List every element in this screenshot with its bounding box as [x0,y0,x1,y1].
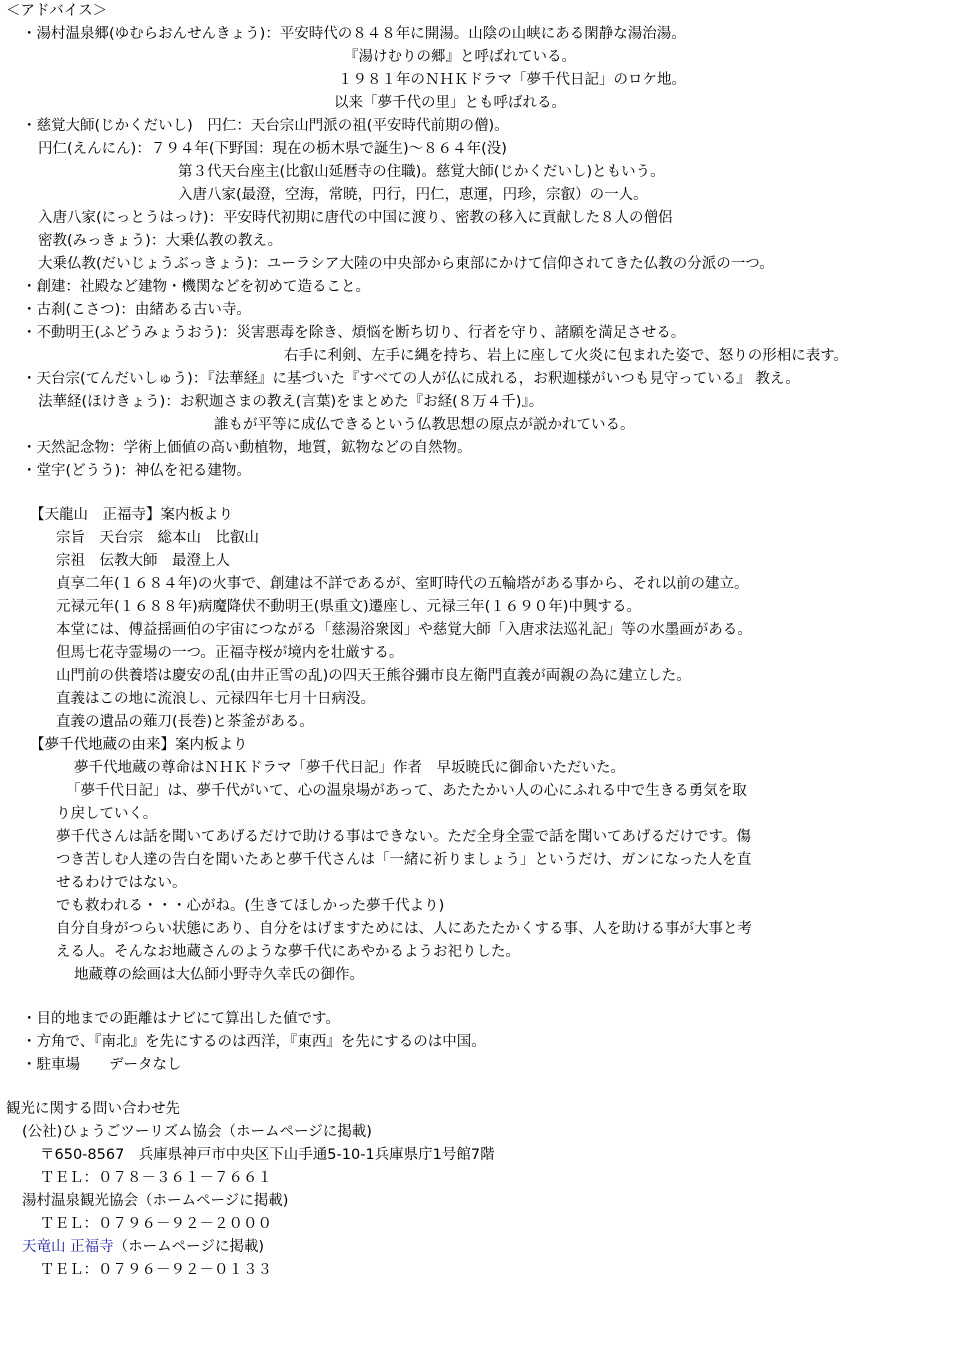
advice-term-fudo-2: 右手に利剣、左手に縄を持ち、岩上に座して火炎に包まれた姿で、怒りの形相に表す。 [284,348,849,364]
contact-hyogo-name: (公社)ひょうごツーリズム協会（ホームページに掲載) [22,1124,372,1140]
advice-term-dou: ・堂宇(どうう)：神仏を祀る建物。 [22,463,251,479]
yumechiyo-line-10: 地蔵尊の絵画は大仏師小野寺久幸氏の御作。 [74,967,364,983]
shofukuji-line-6: 但馬七花寺霊場の一つ。正福寺桜が境内を壮厳する。 [56,645,404,661]
yumechiyo-line-6: せるわけではない。 [56,875,187,891]
shofukuji-line-4: 元禄元年(１６８８年)病魔降伏不動明王(県重文)遷座し、元禄三年(１６９０年)中興する。 [56,599,641,615]
advice-yumura-line-4: 以来「夢千代の里」とも呼ばれる。 [334,95,566,111]
shofukuji-line-7: 山門前の供養塔は慶安の乱(由井正雪の乱)の四天王熊谷彌市良左衛門直義が両親の為に建立した。 [56,668,691,684]
shofukuji-line-2: 宗祖 伝教大師 最澄上人 [56,553,230,569]
yumechiyo-line-9: える人。そんなお地蔵さんのような夢千代にあやかるようお祀りした。 [56,944,520,960]
note-parking: ・駐車場 データなし [22,1057,182,1073]
advice-jikaku-line-3: 第３代天台座主(比叡山延暦寺の住職)。慈覚大師(じかくだいし)ともいう。 [178,164,665,180]
yumechiyo-line-5: つき苦しむ人達の告白を聞いたあと夢千代さんは「一緒に祈りましょう」というだけ、ガンになった人を直 [56,852,752,868]
contact-yumura-tel: ＴＥＬ：０７９６－９２－２０００ [40,1216,272,1232]
shofukuji-line-9: 直義の遺品の薙刀(長巻)と茶釜がある。 [56,714,314,730]
contact-hyogo-address: 〒650-8567 兵庫県神戸市中央区下山手通5-10-1兵庫県庁1号館7階 [40,1147,495,1163]
advice-term-fudo-1: ・不動明王(ふどうみょうおう)：災害悪毒を除き、煩悩を断ち切り、行者を守り、諸願を満足させる。 [22,325,686,341]
shofukuji-line-5: 本堂には、傅益揺画伯の宇宙につながる「慈湯浴衆図」や慈覚大師「入唐求法巡礼記」等の水墨画がある。 [56,622,752,638]
shofukuji-heading: 【天龍山 正福寺】案内板より [30,507,233,523]
yumechiyo-line-1: 夢千代地蔵の尊命はＮＨＫドラマ「夢千代日記」作者 早坂暁氏に御命いただいた。 [74,760,625,776]
advice-yumura-line-2: 『湯けむりの郷』と呼ばれている。 [344,49,576,65]
advice-term-tendai: ・天台宗(てんだいしゅう)：『法華経』に基づいた『すべての人が仏に成れる，お釈迦様がいつも見守っている』 教え。 [22,371,800,387]
contact-temple-row [22,1236,264,1258]
advice-jikaku-line-4: 入唐八家(最澄，空海，常暁，円行，円仁，恵運，円珍，宗叡）の一人。 [178,187,648,203]
yumechiyo-line-4: 夢千代さんは話を聞いてあげるだけで助ける事はできない。ただ全身全霊で話を聞いてあげるだけです。傷 [56,829,751,845]
advice-heading: ＜アドバイス＞ [6,3,108,19]
advice-yumura-line-3: １９８１年のＮＨＫドラマ「夢千代日記」のロケ地。 [338,72,686,88]
note-distance: ・目的地までの距離はナビにて算出した値です。 [22,1011,340,1027]
advice-yumura-line-1: ・湯村温泉郷(ゆむらおんせんきょう)：平安時代の８４８年に開湯。山陰の山峡にある閑静な湯治湯。 [22,26,686,42]
shofukuji-line-8: 直義はこの地に流浪し、元禄四年七月十日病没。 [56,691,375,707]
advice-term-hokekyo-2: 誰もが平等に成仏できるという仏教思想の原点が説かれている。 [214,417,635,433]
yumechiyo-line-7: でも救われる・・・心がね。(生きてほしかった夢千代より) [56,898,445,914]
advice-term-tennen: ・天然記念物：学術上価値の高い動植物，地質，鉱物などの自然物。 [22,440,472,456]
contact-heading: 観光に関する問い合わせ先 [6,1101,180,1117]
advice-jikaku-line-1: ・慈覚大師(じかくだいし) 円仁：天台宗山門派の祖(平安時代前期の僧)。 [22,118,509,134]
yumechiyo-line-3: り戻していく。 [56,806,158,822]
advice-term-hokekyo-1: 法華経(ほけきょう)：お釈迦さまの教え(言葉)をまとめた『お経(８万４千)』。 [38,394,544,410]
advice-term-soken: ・創建：社殿など建物・機関などを初めて造ること。 [22,279,370,295]
yumechiyo-line-8: 自分自身がつらい状態にあり、自分をはげますためには、人にあたたかくする事、人を助ける事が大事と考 [56,921,752,937]
contact-yumura-name: 湯村温泉観光協会（ホームページに掲載) [22,1193,289,1209]
yumechiyo-heading: 【夢千代地蔵の由来】案内板より [30,737,248,753]
contact-temple-tel: ＴＥＬ：０７９６－９２－０１３３ [40,1262,272,1278]
advice-jikaku-line-7: 大乗仏教(だいじょうぶっきょう)：ユーラシア大陸の中央部から東部にかけて信仰されてきた仏教の分派の一つ。 [38,256,774,272]
advice-term-kosatsu: ・古刹(こさつ)：由緒ある古い寺。 [22,302,251,318]
advice-jikaku-line-6: 密教(みっきょう)：大乗仏教の教え。 [38,233,283,249]
advice-jikaku-line-2: 円仁(えんにん)：７９４年(下野国：現在の栃木県で誕生)～８６４年(没) [38,141,507,157]
temple-link[interactable]: 天竜山 正福寺 [22,1239,114,1255]
shofukuji-line-1: 宗旨 天台宗 総本山 比叡山 [56,530,259,546]
yumechiyo-line-2: 「夢千代日記」は、夢千代がいて、心の温泉場があって、あたたかい人の心にふれる中で生きる勇気を取 [66,783,747,799]
contact-hyogo-tel: ＴＥＬ：０７８－３６１－７６６１ [40,1170,272,1186]
temple-suffix: （ホームページに掲載) [113,1239,264,1255]
advice-jikaku-line-5: 入唐八家(にっとうはっけ)：平安時代初期に唐代の中国に渡り、密教の移入に貢献した８人の僧侶 [38,210,673,226]
note-direction: ・方角で、『南北』を先にするのは西洋，『東西』を先にするのは中国。 [22,1034,486,1050]
shofukuji-line-3: 貞享二年(１６８４年)の火事で、創建は不詳であるが、室町時代の五輪塔がある事から、それ以前の建立。 [56,576,749,592]
